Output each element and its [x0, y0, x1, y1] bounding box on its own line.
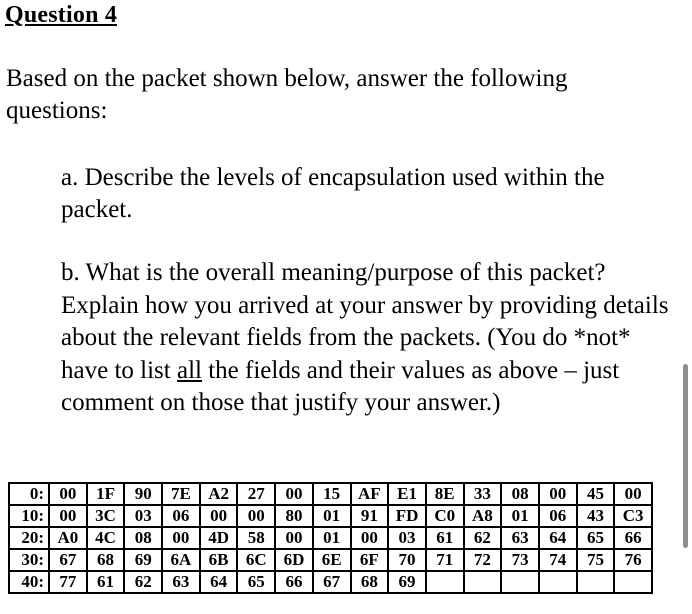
- packet-byte: 61: [87, 571, 125, 593]
- packet-byte: 7E: [162, 483, 200, 505]
- packet-byte: 65: [237, 571, 275, 593]
- packet-byte: 03: [388, 527, 426, 549]
- packet-row: [9, 527, 652, 549]
- packet-byte: 00: [539, 483, 577, 505]
- packet-byte: 06: [539, 505, 577, 527]
- packet-byte: E1: [388, 483, 426, 505]
- packet-byte: 00: [49, 505, 87, 527]
- packet-byte: 6B: [200, 549, 238, 571]
- question-part-a: a. Describe the levels of encapsulation used within the packet.: [61, 164, 605, 223]
- packet-byte: 68: [87, 549, 125, 571]
- packet-byte: 6D: [275, 549, 313, 571]
- packet-byte: 01: [313, 527, 351, 549]
- question-part-b: [61, 257, 676, 420]
- packet-offset: 30:: [9, 549, 49, 571]
- packet-byte: 90: [124, 483, 162, 505]
- packet-byte: FD: [388, 505, 426, 527]
- packet-byte: 03: [124, 505, 162, 527]
- packet-row: [9, 549, 652, 571]
- packet-byte: [464, 571, 502, 593]
- packet-offset: 0:: [9, 483, 49, 505]
- packet-byte: 71: [426, 549, 464, 571]
- packet-byte: 75: [577, 549, 615, 571]
- packet-byte: A0: [49, 527, 87, 549]
- packet-byte: 76: [614, 549, 652, 571]
- packet-byte: 8E: [426, 483, 464, 505]
- packet-byte: 72: [464, 549, 502, 571]
- packet-byte: 63: [162, 571, 200, 593]
- packet-byte: 69: [124, 549, 162, 571]
- packet-byte: 08: [124, 527, 162, 549]
- packet-byte: 00: [275, 483, 313, 505]
- packet-byte: 69: [388, 571, 426, 593]
- packet-byte: 06: [162, 505, 200, 527]
- packet-row: [9, 505, 652, 527]
- packet-byte: 00: [162, 527, 200, 549]
- packet-byte: 67: [49, 549, 87, 571]
- packet-byte: 00: [614, 483, 652, 505]
- packet-byte: C0: [426, 505, 464, 527]
- packet-byte: 65: [577, 527, 615, 549]
- packet-byte: 77: [49, 571, 87, 593]
- packet-byte: C3: [614, 505, 652, 527]
- packet-byte: 91: [351, 505, 389, 527]
- packet-byte: 45: [577, 483, 615, 505]
- part-b-underlined-word: all: [176, 356, 202, 384]
- packet-byte: 4C: [87, 527, 125, 549]
- packet-byte: [577, 571, 615, 593]
- packet-byte: 1F: [87, 483, 125, 505]
- part-b-text-end: the fields and their values as above – just comment on those that justify your answer.): [61, 356, 620, 416]
- packet-byte: 66: [614, 527, 652, 549]
- packet-byte: [539, 571, 577, 593]
- packet-byte: 67: [313, 571, 351, 593]
- packet-byte: A8: [464, 505, 502, 527]
- question-intro: Based on the packet shown below, answer the following questions:: [6, 65, 568, 124]
- packet-byte: AF: [351, 483, 389, 505]
- packet-byte: 4D: [200, 527, 238, 549]
- packet-byte: 01: [501, 505, 539, 527]
- packet-byte: 61: [426, 527, 464, 549]
- packet-byte: 62: [124, 571, 162, 593]
- packet-byte: 58: [237, 527, 275, 549]
- packet-byte: 00: [200, 505, 238, 527]
- packet-offset: 10:: [9, 505, 49, 527]
- packet-byte: 01: [313, 505, 351, 527]
- packet-byte: 3C: [87, 505, 125, 527]
- packet-byte: 6F: [351, 549, 389, 571]
- packet-byte: 73: [501, 549, 539, 571]
- packet-byte: 6C: [237, 549, 275, 571]
- packet-byte: [614, 571, 652, 593]
- packet-byte: 66: [275, 571, 313, 593]
- packet-offset: 20:: [9, 527, 49, 549]
- packet-byte: 15: [313, 483, 351, 505]
- packet-byte: 74: [539, 549, 577, 571]
- part-b-text-start: b. What is the overall meaning/purpose of this packet? Explain how you arrived at your answer by providing details about the relevant fields from the packets. (You do *not* have to list: [61, 259, 669, 384]
- packet-byte: [426, 571, 464, 593]
- packet-byte: 33: [464, 483, 502, 505]
- packet-byte: 64: [200, 571, 238, 593]
- packet-byte: 00: [237, 505, 275, 527]
- packet-byte: 68: [351, 571, 389, 593]
- packet-byte: 6E: [313, 549, 351, 571]
- question-title: Question 4: [5, 2, 118, 28]
- packet-byte: 63: [501, 527, 539, 549]
- packet-byte: 27: [237, 483, 275, 505]
- packet-byte: 64: [539, 527, 577, 549]
- packet-byte: A2: [200, 483, 238, 505]
- packet-byte: 00: [275, 527, 313, 549]
- packet-byte: 43: [577, 505, 615, 527]
- packet-byte: 00: [351, 527, 389, 549]
- packet-byte: 70: [388, 549, 426, 571]
- packet-byte: 08: [501, 483, 539, 505]
- packet-byte: 6A: [162, 549, 200, 571]
- packet-byte: 62: [464, 527, 502, 549]
- packet-byte: [501, 571, 539, 593]
- packet-offset: 40:: [9, 571, 49, 593]
- packet-row: [9, 571, 652, 593]
- packet-row: [9, 483, 652, 505]
- packet-byte: 00: [49, 483, 87, 505]
- packet-hex-table: [8, 482, 653, 594]
- vertical-scrollbar[interactable]: [683, 364, 688, 548]
- packet-byte: 80: [275, 505, 313, 527]
